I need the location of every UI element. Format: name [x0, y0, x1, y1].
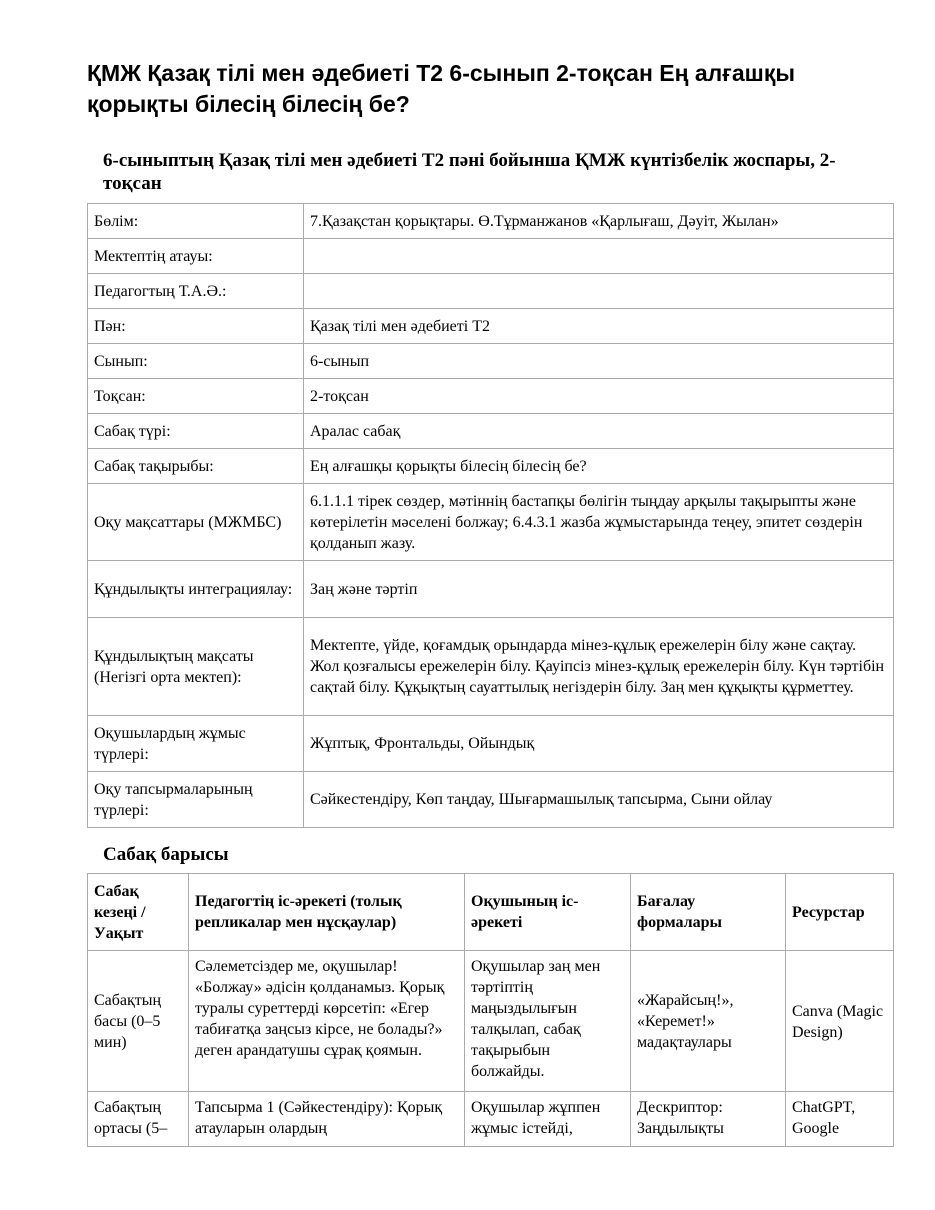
info-label: Сабақ тақырыбы: — [88, 449, 304, 484]
info-value: Қазақ тілі мен әдебиеті Т2 — [304, 309, 894, 344]
header-stage: Сабақ кезеңі / Уақыт — [88, 874, 189, 951]
info-label: Оқу мақсаттары (МЖМБС) — [88, 484, 304, 561]
lesson-info-table — [87, 203, 894, 828]
info-row-section — [88, 204, 894, 239]
cell-stage: Сабақтың басы (0–5 мин) — [88, 951, 189, 1092]
info-value: Аралас сабақ — [304, 414, 894, 449]
info-row-school — [88, 239, 894, 274]
info-row-lesson-type — [88, 414, 894, 449]
info-label: Бөлім: — [88, 204, 304, 239]
header-teacher-activity: Педагогтің іс-әрекеті (толық репликалар мен нұсқаулар) — [189, 874, 465, 951]
info-value: Сәйкестендіру, Көп таңдау, Шығармашылық тапсырма, Сыни ойлау — [304, 772, 894, 828]
lesson-plan-table — [87, 873, 894, 1147]
document-title: ҚМЖ Қазақ тілі мен әдебиеті Т2 6-сынып 2-тоқсан Ең алғашқы қорықты білесің білесің бе? — [87, 60, 795, 117]
info-label: Пән: — [88, 309, 304, 344]
header-assessment: Бағалау формалары — [631, 874, 786, 951]
info-row-work-forms — [88, 716, 894, 772]
info-row-teacher — [88, 274, 894, 309]
cell-assessment: «Жарайсың!», «Керемет!» мадақтаулары — [631, 951, 786, 1092]
info-row-quarter — [88, 379, 894, 414]
cell-resources: ChatGPT, Google — [786, 1092, 894, 1147]
info-row-subject — [88, 309, 894, 344]
info-label: Оқу тапсырмаларының түрлері: — [88, 772, 304, 828]
info-value: 2-тоқсан — [304, 379, 894, 414]
info-row-value-goal — [88, 618, 894, 716]
info-value — [304, 274, 894, 309]
info-value: Ең алғашқы қорықты білесің білесің бе? — [304, 449, 894, 484]
cell-assessment: Дескриптор: Заңдылықты — [631, 1092, 786, 1147]
plan-subtitle: 6-сыныптың Қазақ тілі мен әдебиеті Т2 пәні бойынша ҚМЖ күнтізбелік жоспары, 2-тоқсан — [103, 150, 836, 194]
info-label: Құндылықты интеграциялау: — [88, 561, 304, 618]
info-label: Сабақ түрі: — [88, 414, 304, 449]
cell-student-activity: Оқушылар жұппен жұмыс істейді, — [465, 1092, 631, 1147]
table-row — [88, 951, 894, 1092]
info-label: Мектептің атауы: — [88, 239, 304, 274]
info-row-value-integration — [88, 561, 894, 618]
info-row-task-types — [88, 772, 894, 828]
info-value: 7.Қазақстан қорықтары. Ө.Тұрманжанов «Қарлығаш, Дәуіт, Жылан» — [304, 204, 894, 239]
cell-student-activity: Оқушылар заң мен тәртіптің маңыздылығын талқылап, сабақ тақырыбын болжайды. — [465, 951, 631, 1092]
info-value — [304, 239, 894, 274]
info-label: Тоқсан: — [88, 379, 304, 414]
info-label: Педагогтың Т.А.Ә.: — [88, 274, 304, 309]
cell-stage: Сабақтың ортасы (5– — [88, 1092, 189, 1147]
table-row — [88, 1092, 894, 1147]
info-value: 6.1.1.1 тірек сөздер, мәтіннің бастапқы бөлігін тыңдау арқылы тақырыпты және көтерілетін мәселені болжау; 6.4.3.1 жазба жұмыстарында теңеу, эпитет сөздерін қолданып жазу. — [304, 484, 894, 561]
info-value: Мектепте, үйде, қоғамдық орындарда мінез-құлық ережелерін білу және сақтау. Жол қозғалысы ережелерін білу. Қауіпсіз мінез-құлық ережелерін білу. Күн тәртібін сақтай білу. Құқықтың сауаттылық негіздерін білу. Заң мен құқықты құрметтеу. — [304, 618, 894, 716]
header-resources: Ресурстар — [786, 874, 894, 951]
plan-header-row — [88, 874, 894, 951]
info-value: 6-сынып — [304, 344, 894, 379]
info-row-learning-objectives — [88, 484, 894, 561]
header-student-activity: Оқушының іс-әрекеті — [465, 874, 631, 951]
cell-teacher-activity: Сәлеметсіздер ме, оқушылар! «Болжау» әдісін қолданамыз. Қорық туралы суреттерді көрсетіп: «Егер табиғатқа заңсыз кірсе, не болады?» деген арандатушы сұрақ қоямын. — [189, 951, 465, 1092]
info-value: Заң және тәртіп — [304, 561, 894, 618]
info-label: Оқушылардың жұмыс түрлері: — [88, 716, 304, 772]
cell-resources: Canva (Magic Design) — [786, 951, 894, 1092]
info-value: Жұптық, Фронтальды, Ойындық — [304, 716, 894, 772]
cell-teacher-activity: Тапсырма 1 (Сәйкестендіру): Қорық атауларын олардың — [189, 1092, 465, 1147]
info-label: Сынып: — [88, 344, 304, 379]
info-row-grade — [88, 344, 894, 379]
info-label: Құндылықтың мақсаты (Негізгі орта мектеп): — [88, 618, 304, 716]
info-row-lesson-topic — [88, 449, 894, 484]
lesson-progress-heading: Сабақ барысы — [103, 844, 229, 865]
